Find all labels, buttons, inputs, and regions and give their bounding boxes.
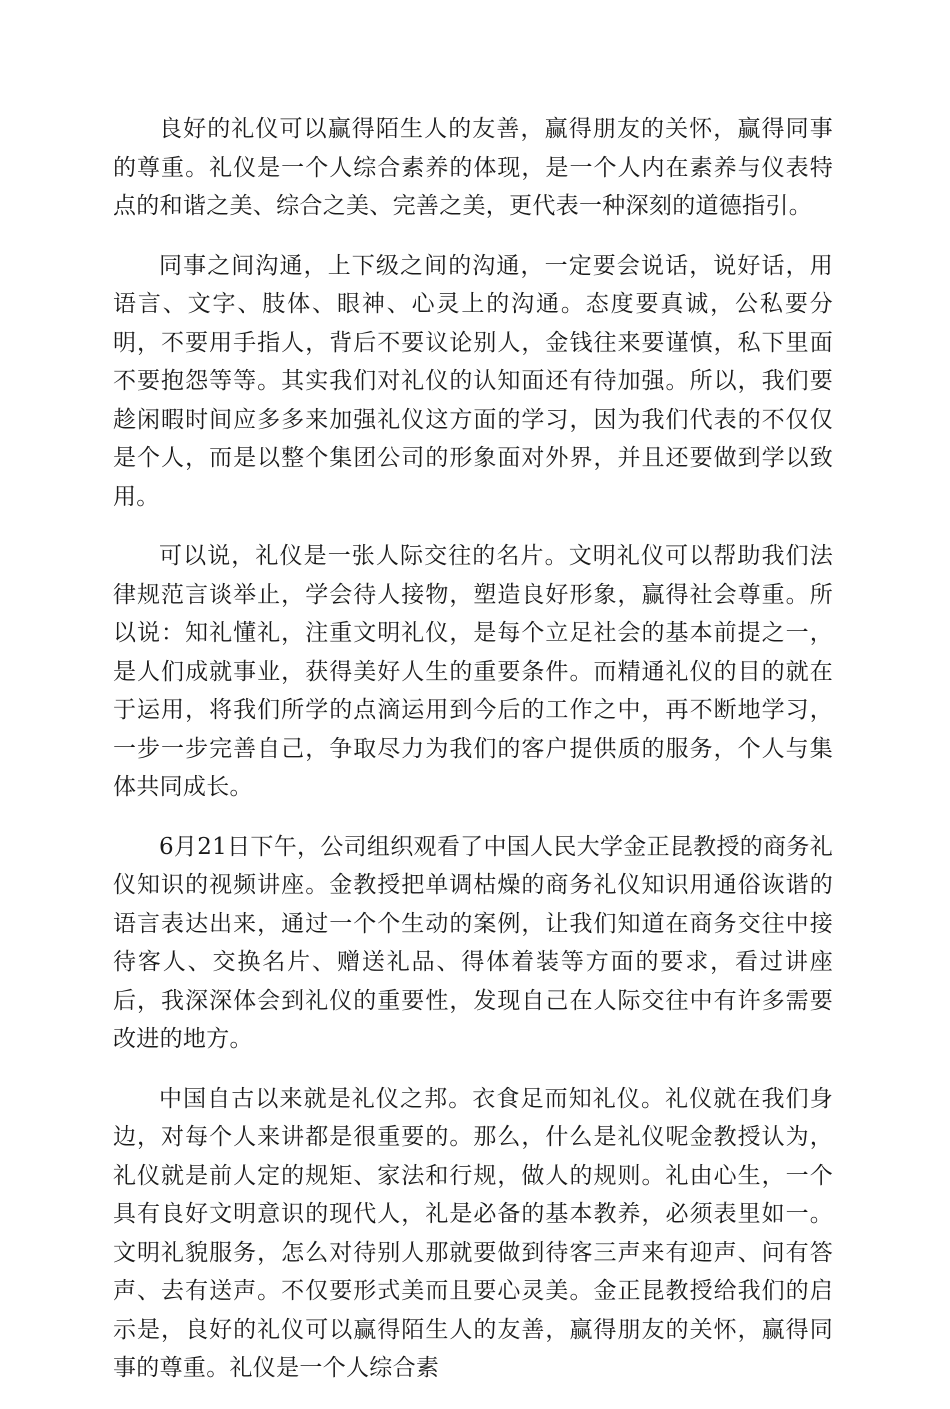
paragraph-5: 中国自古以来就是礼仪之邦。衣食足而知礼仪。礼仪就在我们身边，对每个人来讲都是很重要的。那么，什么是礼仪呢金教授认为，礼仪就是前人定的规矩、家法和行规，做人的规则。礼由心生，一个具有良好文明意识的现代人，礼是必备的基本教养，必须表里如一。文明礼貌服务，怎么对待别人那就要做到待客三声来有迎声、问有答声、去有送声。不仅要形式美而且要心灵美。金正昆教授给我们的启示是，良好的礼仪可以赢得陌生人的友善，赢得朋友的关怀，赢得同事的尊重。礼仪是一个人综合素	[113, 1085, 833, 1381]
paragraph-4: 6月21日下午，公司组织观看了中国人民大学金正昆教授的商务礼仪知识的视频讲座。金教授把单调枯燥的商务礼仪知识用通俗诙谐的语言表达出来，通过一个个生动的案例，让我们知道在商务交往中接待客人、交换名片、赠送礼品、得体着装等方面的要求，看过讲座后，我深深体会到礼仪的重要性，发现自己在人际交往中有许多需要改进的地方。	[113, 833, 833, 1052]
paragraph-1: 良好的礼仪可以赢得陌生人的友善，赢得朋友的关怀，赢得同事的尊重。礼仪是一个人综合素养的体现，是一个人内在素养与仪表特点的和谐之美、综合之美、完善之美，更代表一种深刻的道德指引。	[113, 116, 833, 219]
paragraph-3: 可以说，礼仪是一张人际交往的名片。文明礼仪可以帮助我们法律规范言谈举止，学会待人接物，塑造良好形象，赢得社会尊重。所以说：知礼懂礼，注重文明礼仪，是每个立足社会的基本前提之一，是人们成就事业，获得美好人生的重要条件。而精通礼仪的目的就在于运用，将我们所学的点滴运用到今后的工作之中，再不断地学习，一步一步完善自己，争取尽力为我们的客户提供质的服务，个人与集体共同成长。	[113, 543, 833, 800]
paragraph-2: 同事之间沟通，上下级之间的沟通，一定要会说话，说好话，用语言、文字、肢体、眼神、心灵上的沟通。态度要真诚，公私要分明，不要用手指人，背后不要议论别人，金钱往来要谨慎，私下里面不要抱怨等等。其实我们对礼仪的认知面还有待加强。所以，我们要趁闲暇时间应多多来加强礼仪这方面的学习，因为我们代表的不仅仅是个人，而是以整个集团公司的形象面对外界，并且还要做到学以致用。	[113, 252, 833, 510]
document-body	[113, 110, 833, 1409]
